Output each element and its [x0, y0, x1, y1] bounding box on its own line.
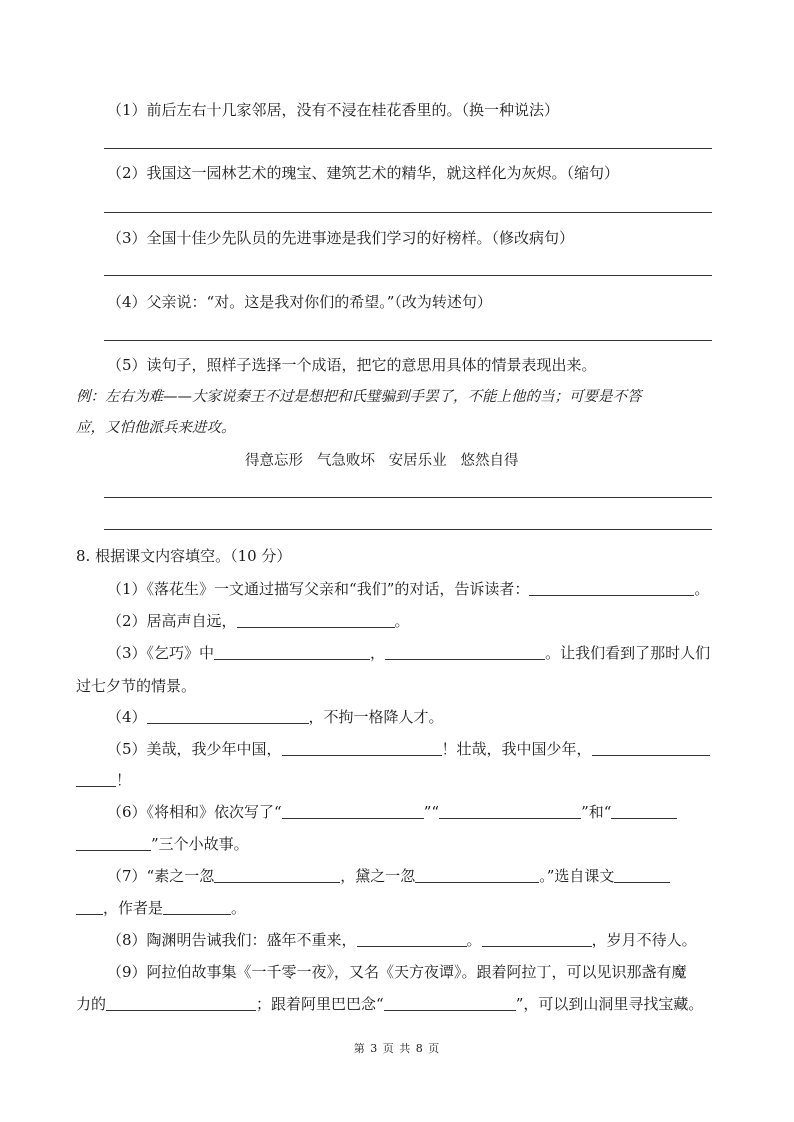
answer-line[interactable] [104, 148, 712, 149]
q8-item-4: （4） ，不拘一格降人才。 [107, 708, 444, 726]
fill-blank[interactable] [482, 930, 592, 947]
fill-blank[interactable] [106, 994, 256, 1011]
answer-line[interactable] [104, 340, 712, 341]
q8-item-3-cont: 过七夕节的情景。 [76, 677, 197, 695]
q8-item-6-cont: ”三个小故事。 [76, 834, 249, 854]
fill-blank[interactable] [214, 866, 340, 883]
q7-item-4: （4）父亲说：“对。这是我对你们的希望。”（改为转述句） [107, 293, 492, 311]
q7-item-3: （3）全国十佳少先队员的先进事迹是我们学习的好榜样。（修改病句） [107, 229, 575, 247]
fill-blank[interactable] [592, 739, 710, 756]
fill-blank[interactable] [529, 579, 694, 596]
fill-blank[interactable] [214, 643, 370, 660]
example-text: 应，又怕他派兵来进攻。 [76, 420, 236, 436]
q8-item-2: （2）居高声自远， 。 [107, 612, 410, 630]
fill-blank[interactable] [357, 930, 467, 947]
q8-item-1: （1）《落花生》一文通过描写父亲和“我们”的对话，告诉读者： 。 [107, 580, 710, 598]
fill-blank[interactable] [76, 834, 151, 851]
fill-blank[interactable] [614, 866, 670, 883]
fill-blank[interactable] [384, 994, 516, 1011]
fill-blank[interactable] [163, 898, 231, 915]
fill-blank[interactable] [76, 898, 103, 915]
fill-blank[interactable] [385, 643, 545, 660]
fill-blank[interactable] [611, 802, 677, 819]
fill-blank[interactable] [439, 802, 581, 819]
q7-item-1: （1）前后左右十几家邻居，没有不浸在桂花香里的。（换一种说法） [107, 101, 560, 119]
q8-item-3: （3）《乞巧》中 ， 。让我们看到了那时人们 [107, 644, 711, 662]
q8-item-5-cont: ！ [76, 770, 131, 790]
q8-item-9-cont: 力的 ；跟着阿里巴巴念“ ”，可以到山洞里寻找宝藏。 [76, 995, 704, 1013]
fill-blank[interactable] [415, 866, 539, 883]
fill-blank[interactable] [76, 770, 116, 787]
q7-item-5: （5）读句子，照样子选择一个成语，把它的意思用具体的情景表现出来。 [107, 356, 597, 374]
answer-line[interactable] [104, 497, 712, 498]
example-text: 例：左右为难——大家说秦王不过是想把和氏璧骗到手罢了，不能上他的当；可要是不答 [76, 389, 642, 405]
fill-blank[interactable] [147, 707, 309, 724]
q7-item-2: （2）我国这一园林艺术的瑰宝、建筑艺术的精华，就这样化为灰烬。（缩句） [107, 164, 620, 182]
fill-blank[interactable] [282, 739, 442, 756]
page-footer: 第 3 页 共 8 页 [353, 1042, 441, 1055]
q8-item-8: （8）陶渊明告诫我们：盛年不重来， 。 ，岁月不待人。 [107, 931, 697, 949]
q8-heading: 8. 根据课文内容填空。（10 分） [76, 547, 292, 565]
q8-item-5: （5）美哉，我少年中国， ！壮哉，我中国少年， [107, 739, 710, 759]
answer-line[interactable] [104, 275, 712, 276]
answer-line[interactable] [104, 529, 712, 530]
q8-item-7-cont: ，作者是 。 [76, 898, 246, 918]
q8-item-6: （6）《将相和》依次写了“ ”“ ”和“ [107, 802, 677, 822]
answer-line[interactable] [104, 212, 712, 213]
q8-item-9: （9）阿拉伯故事集《一千零一夜》，又名《天方夜谭》。跟着阿拉丁，可以见识那盏有魔 [107, 963, 687, 981]
fill-blank[interactable] [237, 611, 395, 628]
idiom-options: 得意忘形 气急败坏 安居乐业 悠然自得 [245, 453, 519, 469]
fill-blank[interactable] [282, 802, 424, 819]
q8-item-7: （7）“素之一忽 ，黛之一忽 。”选自课文 [107, 866, 670, 886]
